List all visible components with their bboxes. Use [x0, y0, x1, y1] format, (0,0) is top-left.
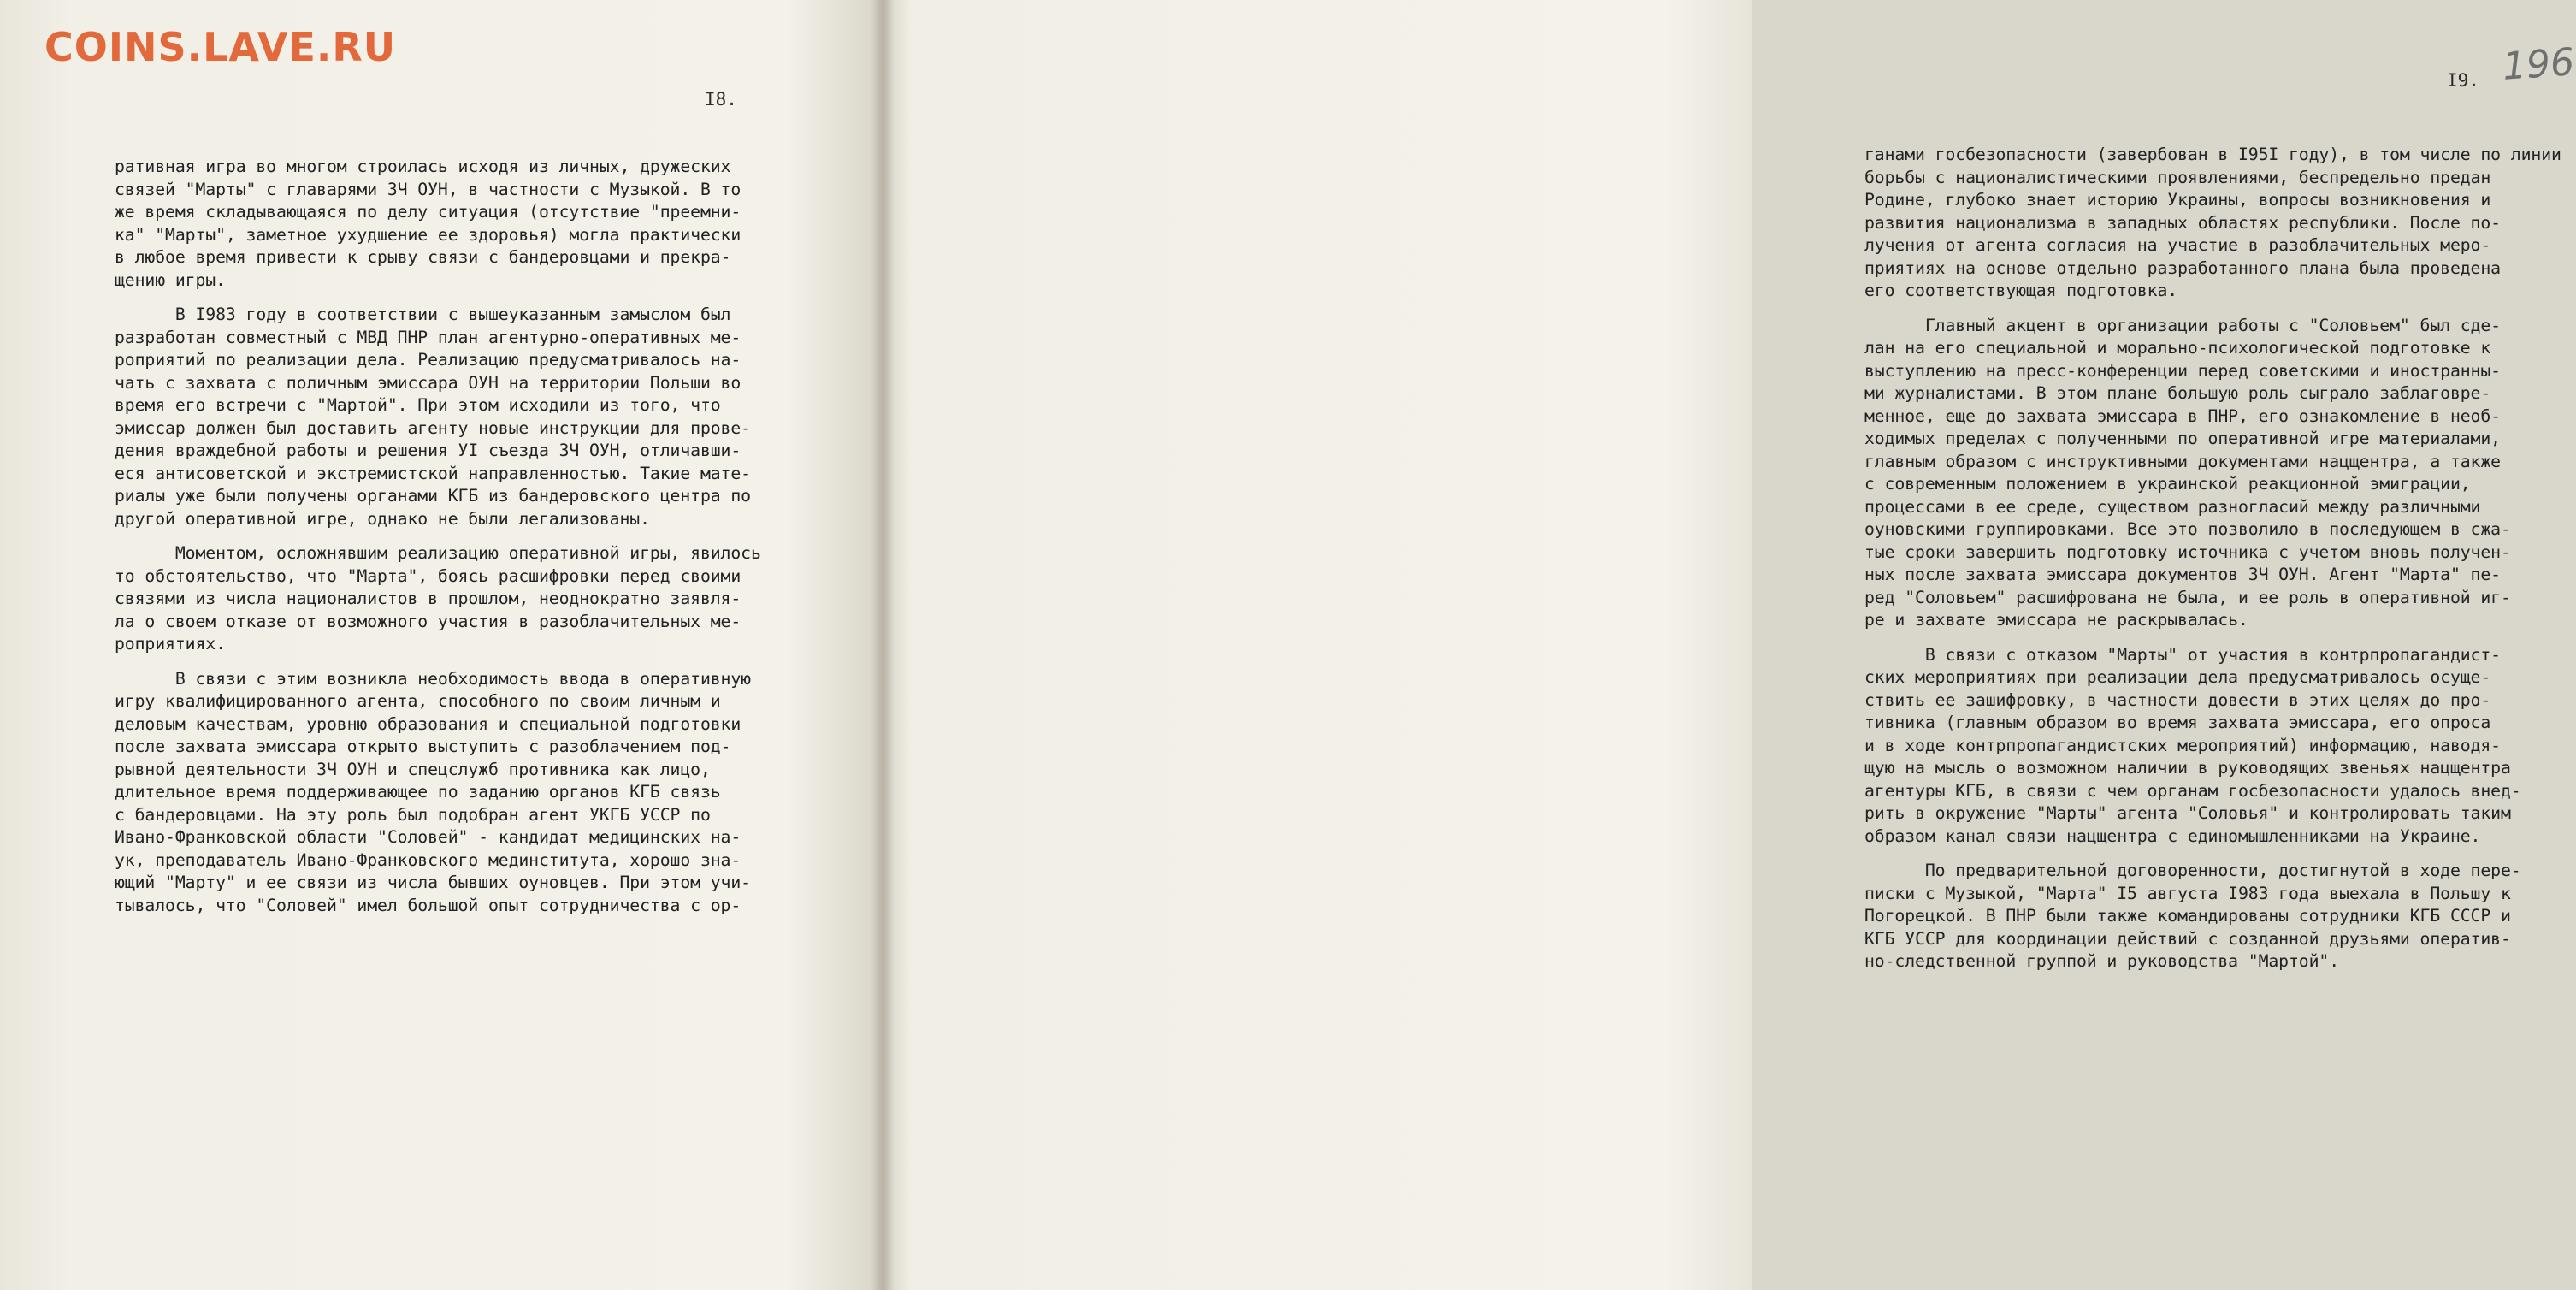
text-line: лан на его специальной и морально-психологической подготовке к [1864, 338, 2491, 358]
right-paragraph [1864, 860, 2561, 973]
left-page [0, 0, 881, 1290]
text-line: Моментом, осложнявшим реализацию оперативной игры, явилось [115, 543, 761, 563]
right-page-number: I9. [2447, 70, 2479, 91]
right-paragraph [1864, 315, 2561, 632]
text-line: разработан совместный с МВД ПНР план агентурно-оперативных ме- [115, 327, 741, 347]
text-line: длительное время поддерживающее по заданию органов КГБ связь [115, 782, 721, 802]
text-line: развития национализма в западных областях республики. После по- [1864, 212, 2501, 233]
text-line: Ивано-Франковской области "Соловей" - кандидат медицинских на- [115, 827, 741, 847]
text-line: В I983 году в соответствии с вышеуказанным замыслом был [115, 305, 731, 324]
text-line: процессами в ее среде, существом разногласий между различными [1864, 496, 2481, 517]
text-line: образом канал связи нацщентра с единомышленниками на Украине. [1864, 825, 2481, 846]
text-line: ющий "Марту" и ее связи из числа бывших оуновцев. При этом учи- [115, 873, 751, 892]
text-line: оуновскими группировками. Все это позволило в последующем в сжа- [1864, 519, 2511, 539]
text-line: агентуры КГБ, в связи с чем органам госбезопасности удалось внед- [1864, 780, 2521, 801]
text-line: эмиссар должен был доставить агенту новые инструкции для прове- [115, 417, 751, 438]
text-line: время его встречи с "Мартой". При этом исходили из того, что [115, 395, 721, 415]
text-line: с современным положением в украинской реакционной эмиграции, [1864, 474, 2471, 494]
text-line: приятиях на основе отдельно разработанного плана была проведена [1864, 257, 2501, 278]
text-line: тывалось, что "Соловей" имел большой опыт сотрудничества с ор- [115, 895, 741, 915]
text-line: ла о своем отказе от возможного участия в разоблачительных ме- [115, 611, 741, 631]
text-line: щению игры. [115, 269, 226, 290]
text-line: менное, еще до захвата эмиссара в ПНР, его ознакомление в необ- [1864, 405, 2501, 426]
text-line: ганами госбезопасности (завербован в I95I году), в том числе по линии [1864, 145, 2561, 164]
text-line: же время складывающаяся по делу ситуация (отсутствие "преемни- [115, 202, 741, 222]
text-line: Главный акцент в организации работы с "Соловьем" был сде- [1864, 315, 2501, 335]
text-line: связей "Марты" с главарями ЗЧ ОУН, в частности с Музыкой. В то [115, 179, 741, 199]
text-line: связями из числа националистов в прошлом, неоднократно заявля- [115, 589, 741, 608]
text-line: ходимых пределах с полученными по оперативной игре материалами, [1864, 429, 2501, 448]
text-line: еся антисоветской и экстремистской направленностью. Такие мате- [115, 463, 751, 483]
text-line: ка" "Марты", заметное ухудшение ее здоровья) могла практически [115, 224, 741, 245]
left-paragraph [115, 304, 761, 530]
text-line: тивника (главным образом во время захвата эмиссара, его опроса [1864, 713, 2491, 732]
left-paragraph [115, 668, 761, 918]
text-line: его соответствующая подготовка. [1864, 281, 2178, 300]
text-line: с бандеровцами. На эту роль был подобран агент УКГБ УССР по [115, 804, 711, 825]
text-line: но-следственной группой и руководства "Мартой". [1864, 951, 2340, 971]
text-line: выступлению на пресс-конференции перед советскими и иностранны- [1864, 360, 2501, 381]
text-line: ред "Соловьем" расшифрована не была, и ее роль в оперативной иг- [1864, 587, 2511, 607]
text-line: Погорецкой. В ПНР были также командированы сотрудники КГБ СССР и [1864, 906, 2511, 926]
text-line: роприятий по реализации дела. Реализацию предусматривалось на- [115, 350, 741, 370]
text-line: деловым качествам, уровню образования и специальной подготовки [115, 713, 741, 734]
text-line: писки с Музыкой, "Марта" I5 августа I983 года выехала в Польшу к [1864, 883, 2511, 903]
text-line: КГБ УССР для координации действий с созданной друзьями оператив- [1864, 928, 2511, 949]
text-line: Родине, глубоко знает историю Украины, вопросы возникновения и [1864, 190, 2491, 210]
right-page [881, 0, 2576, 1290]
text-line: ук, преподаватель Ивано-Франковского мединститута, хорошо зна- [115, 849, 741, 870]
text-line: ных после захвата эмиссара документов ЗЧ ОУН. Агент "Марта" пе- [1864, 565, 2501, 584]
right-paragraph [1864, 144, 2561, 303]
watermark: COINS.LAVE.RU [44, 24, 397, 70]
right-paragraph [1864, 644, 2561, 849]
text-line: борьбы с националистическими проявлениями, беспредельно предан [1864, 167, 2491, 187]
text-line: ствить ее зашифровку, в частности довести в этих целях до про- [1864, 689, 2491, 710]
text-line: ре и захвате эмиссара не раскрывалась. [1864, 610, 2248, 630]
text-line: тые сроки завершить подготовку источника с учетом вновь получен- [1864, 541, 2511, 562]
left-paragraph [115, 542, 761, 656]
text-line: дения враждебной работы и решения УI съезда ЗЧ ОУН, отличавши- [115, 441, 741, 460]
left-paragraph [115, 156, 761, 292]
right-page-text [1864, 144, 2561, 985]
left-page-number: I8. [705, 89, 737, 109]
text-line: и в ходе контрпропагандистских мероприятий) информацию, наводя- [1864, 735, 2501, 755]
text-line: то обстоятельство, что "Марта", боясь расшифровки перед своими [115, 565, 741, 586]
text-line: ских мероприятиях при реализации дела предусматривалось осуще- [1864, 667, 2491, 687]
text-line: щую на мысль о возможном наличии в руководящих звеньях нацщентра [1864, 758, 2511, 778]
text-line: другой оперативной игре, однако не были легализованы. [115, 508, 650, 529]
text-line: ми журналистами. В этом плане большую роль сыграло заблаговре- [1864, 383, 2491, 403]
text-line: игру квалифицированного агента, способного по своим личным и [115, 691, 721, 711]
text-line: В связи с отказом "Марты" от участия в контрпропагандист- [1864, 644, 2501, 665]
text-line: лучения от агента согласия на участие в разоблачительных меро- [1864, 235, 2491, 255]
text-line: риалы уже были получены органами КГБ из бандеровского центра по [115, 486, 751, 506]
text-line: роприятиях. [115, 634, 226, 654]
text-line: в любое время привести к срыву связи с бандеровцами и прекра- [115, 247, 731, 267]
text-line: рывной деятельности ЗЧ ОУН и спецслужб противника как лицо, [115, 759, 711, 779]
text-line: По предварительной договоренности, достигнутой в ходе пере- [1864, 861, 2521, 880]
left-page-text [115, 156, 761, 929]
handwritten-page-number: 196 [2501, 40, 2576, 89]
text-line: чать с захвата с поличным эмиссара ОУН на территории Польши во [115, 372, 741, 393]
text-line: ративная игра во многом строилась исходя из личных, дружеских [115, 157, 731, 176]
text-line: после захвата эмиссара открыто выступить с разоблачением под- [115, 737, 731, 756]
text-line: рить в окружение "Марты" агента "Соловья" и контролировать таким [1864, 803, 2511, 823]
text-line: В связи с этим возникла необходимость ввода в оперативную [115, 668, 751, 689]
text-line: главным образом с инструктивными документами нацщентра, а также [1864, 451, 2501, 471]
